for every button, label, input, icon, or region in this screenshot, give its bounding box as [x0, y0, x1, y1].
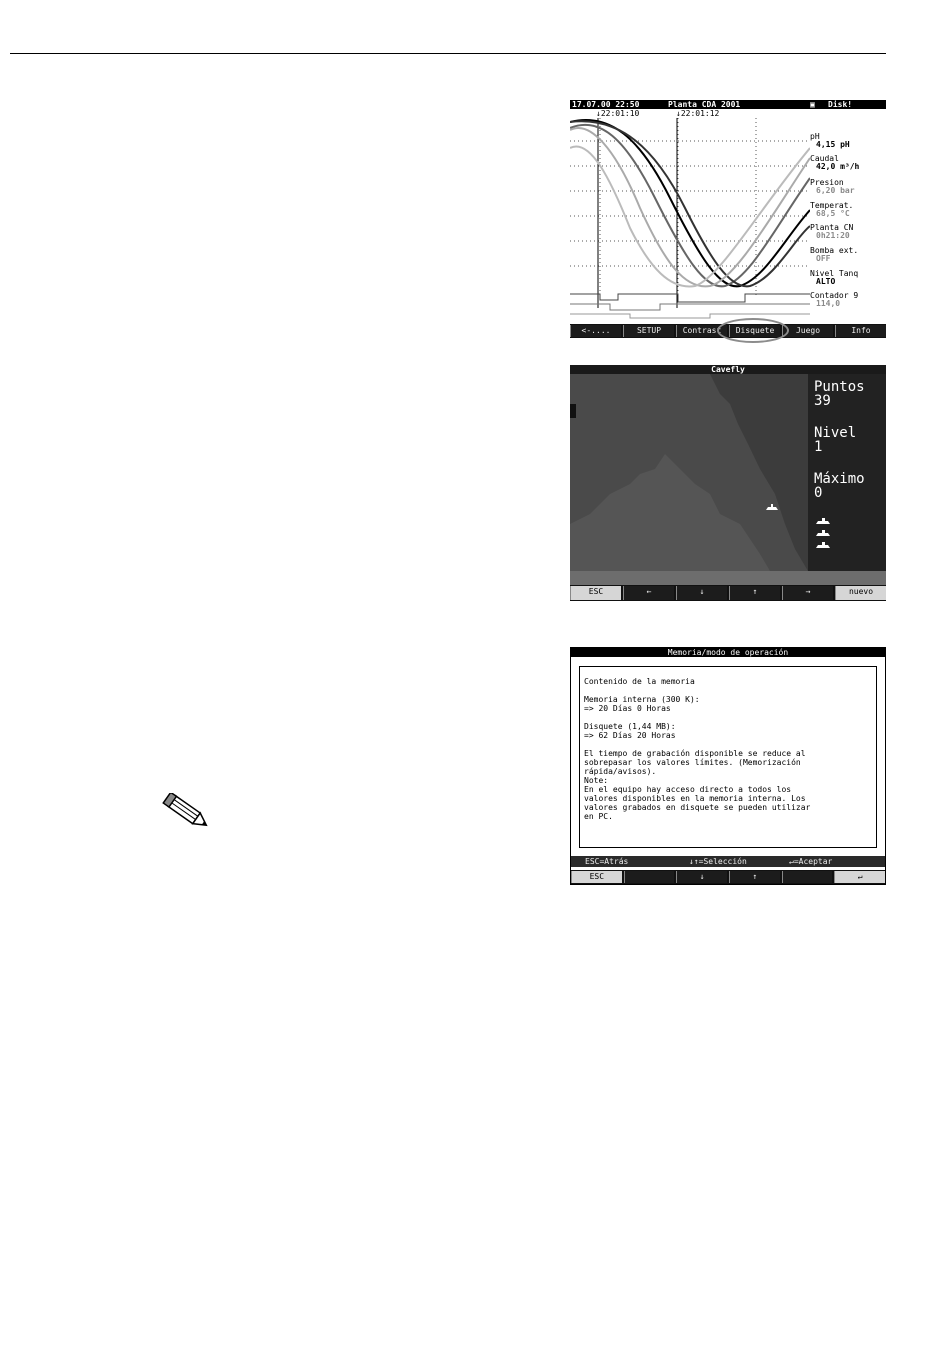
softkey-left[interactable]: ← [623, 586, 674, 600]
digital-contador [570, 314, 810, 318]
cursor-time-1: 22:01:10 [600, 109, 640, 118]
softkey-nuevo[interactable]: nuevo [835, 586, 886, 600]
trend-plot[interactable] [570, 118, 810, 324]
header-rule [10, 53, 886, 54]
disk-status: Disk! [828, 100, 853, 109]
digital-nivel [570, 304, 810, 310]
curve-temp [570, 128, 810, 286]
curve-caudal [570, 125, 810, 286]
status-bar [570, 100, 886, 109]
softkey-enter[interactable]: ↵ [834, 871, 885, 883]
pencil-note-icon [162, 793, 214, 833]
key-hint-bar [571, 856, 885, 867]
memory-info-box [579, 666, 877, 848]
memory-heading: Contenido de la memoria [584, 677, 695, 686]
points-value: 39 [814, 393, 831, 409]
max-value: 0 [814, 485, 823, 501]
softkey-contrast[interactable]: Contrast [676, 325, 727, 337]
player-ship-icon [766, 504, 778, 510]
softkey-info[interactable]: Info [835, 325, 886, 337]
disk-icon: ▣ [810, 100, 815, 109]
softkey-esc[interactable]: ESC [571, 871, 622, 883]
channel-caudal: Caudal 42,0 m³/h [810, 154, 860, 171]
game-title: Cavefly [570, 365, 886, 374]
memory-softkey-bar [571, 870, 885, 884]
digital-bomba [570, 294, 810, 302]
channel-bomba: Bomba ext. OFF [810, 246, 859, 263]
cave-marker [570, 404, 576, 418]
level-value: 1 [814, 439, 823, 455]
softkey-up[interactable]: ↑ [729, 586, 780, 600]
softkey-back[interactable]: <-.... [570, 325, 621, 337]
game-ground-bar [570, 571, 886, 585]
softkey-empty-1[interactable] [624, 871, 675, 883]
channel-nivel: Nivel Tanq ALTO [810, 269, 859, 286]
hint-select: ↓↑=Selección [689, 857, 747, 866]
softkey-down[interactable]: ↓ [676, 871, 727, 883]
recording-note: El tiempo de grabación disponible se reduce al sobrepasar los valores límites. (Memorización rápida/avisos). [584, 749, 806, 776]
softkey-juego[interactable]: Juego [782, 325, 833, 337]
disk-memory-info: Disquete (1,44 MB): => 62 Días 20 Horas [584, 722, 676, 740]
channel-contador: Contador 9 114,0 [810, 291, 859, 308]
max-label: Máximo [814, 471, 865, 487]
datetime: 17.07.00 22:50 [572, 100, 640, 109]
softkey-disquete[interactable]: Disquete [729, 325, 780, 337]
lives-icon [816, 516, 832, 552]
disquete-highlight-circle [717, 318, 789, 343]
game-softkey-bar [570, 585, 886, 601]
memory-screen [570, 647, 886, 885]
recorder-screen [570, 100, 886, 338]
cursor-label-2: ↓22:01:12 [676, 109, 720, 118]
game-screen [570, 365, 886, 601]
level-label: Nivel [814, 425, 857, 441]
points-label: Puntos [814, 379, 865, 395]
cursor-label-1: ↓22:01:10 [596, 109, 640, 118]
hint-accept: ↵=Aceptar [789, 857, 833, 866]
internal-memory-info: Memoria interna (300 K): => 20 Días 0 Horas [584, 695, 700, 713]
channel-planta: Planta CN 0h21:20 [810, 223, 854, 240]
cursor-time-2: 22:01:12 [680, 109, 720, 118]
softkey-up[interactable]: ↑ [729, 871, 780, 883]
access-note: Note: En el equipo hay acceso directo a todos los valores disponibles en la memoria interna. Los valores grabados en disquete se pueden utilizar en PC. [584, 776, 811, 821]
softkey-esc[interactable]: ESC [570, 586, 621, 600]
softkey-down[interactable]: ↓ [676, 586, 727, 600]
channel-temperat: Temperat. 68,5 °C [810, 201, 854, 218]
score-panel [808, 374, 886, 571]
screen-title: Planta CDA 2001 [668, 100, 741, 109]
channel-presion: Presion 6,20 bar [810, 178, 855, 195]
hint-back: ESC=Atrás [585, 857, 629, 866]
dialog-title: Memoria/modo de operación [571, 648, 885, 657]
cave-playfield[interactable] [570, 374, 808, 571]
softkey-empty-2[interactable] [782, 871, 833, 883]
channel-ph: pH 4,15 pH [810, 132, 850, 149]
softkey-right[interactable]: → [782, 586, 833, 600]
softkey-setup[interactable]: SETUP [623, 325, 674, 337]
